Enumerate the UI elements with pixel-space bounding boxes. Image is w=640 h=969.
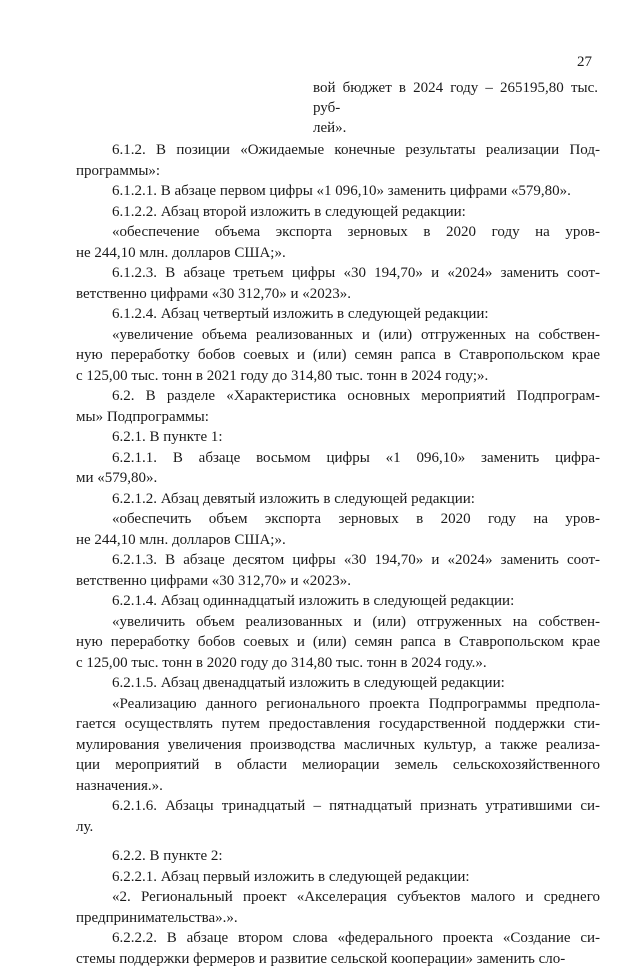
text-line: ветственно цифрами «30 312,70» и «2023». xyxy=(76,571,600,592)
text-line: с 125,00 тыс. тонн в 2020 году до 314,80 тыс. тонн в 2024 году.». xyxy=(76,653,600,674)
text-line: не 244,10 млн. долларов США;». xyxy=(76,243,600,264)
text-line: «Реализацию данного регионального проекта Подпрограммы предпола- xyxy=(112,694,600,715)
text-line: 6.1.2.1. В абзаце первом цифры «1 096,10» заменить цифрами «579,80». xyxy=(112,181,600,202)
text-line: 6.2.2. В пункте 2: xyxy=(112,846,600,867)
text-line: 6.2.2.2. В абзаце втором слова «федерального проекта «Создание си- xyxy=(112,928,600,949)
paragraph xyxy=(76,489,600,510)
paragraph xyxy=(76,867,600,888)
text-line: «обеспечение объема экспорта зерновых в 2020 году на уров- xyxy=(112,222,600,243)
paragraph xyxy=(76,694,600,797)
continued-paragraph xyxy=(313,78,598,138)
text-line: 6.2.1.5. Абзац двенадцатый изложить в следующей редакции: xyxy=(112,673,600,694)
page-number: 27 xyxy=(577,54,592,71)
text-line: ветственно цифрами «30 312,70» и «2023». xyxy=(76,284,600,305)
text-line: 6.2.1. В пункте 1: xyxy=(112,427,600,448)
paragraph xyxy=(76,846,600,867)
text-line: ную переработку бобов соевых и (или) семян рапса в Ставропольском крае xyxy=(76,632,600,653)
paragraph xyxy=(76,202,600,223)
text-line: 6.2.1.2. Абзац девятый изложить в следующей редакции: xyxy=(112,489,600,510)
paragraph xyxy=(76,887,600,928)
paragraph xyxy=(76,325,600,387)
paragraph xyxy=(76,222,600,263)
text-line: 6.2.1.3. В абзаце десятом цифры «30 194,70» и «2024» заменить соот- xyxy=(112,550,600,571)
text-line: 6.2.2.1. Абзац первый изложить в следующей редакции: xyxy=(112,867,600,888)
paragraph xyxy=(76,550,600,591)
text-line: стемы поддержки фермеров и развитие сельской кооперации» заменить сло- xyxy=(76,949,600,969)
text-line: «увеличение объема реализованных и (или) отгруженных на собствен- xyxy=(112,325,600,346)
paragraph xyxy=(76,673,600,694)
text-line: лей». xyxy=(313,118,598,138)
paragraph xyxy=(76,509,600,550)
text-line: «увеличить объем реализованных и (или) отгруженных на собствен- xyxy=(112,612,600,633)
paragraph xyxy=(76,304,600,325)
paragraph xyxy=(76,591,600,612)
text-line: 6.2.1.4. Абзац одиннадцатый изложить в следующей редакции: xyxy=(112,591,600,612)
text-line: 6.2.1.6. Абзацы тринадцатый – пятнадцатый признать утратившими си- xyxy=(112,796,600,817)
paragraph xyxy=(76,140,600,181)
paragraph xyxy=(76,612,600,674)
paragraph xyxy=(76,796,600,837)
text-line: 6.1.2. В позиции «Ожидаемые конечные результаты реализации Под- xyxy=(112,140,600,161)
paragraph xyxy=(76,181,600,202)
text-line: предпринимательства».». xyxy=(76,908,600,929)
paragraph xyxy=(76,263,600,304)
paragraph xyxy=(76,386,600,427)
text-line: вой бюджет в 2024 году – 265195,80 тыс. руб- xyxy=(313,78,598,118)
text-line: гается осуществлять путем предоставления государственной поддержки сти- xyxy=(76,714,600,735)
paragraph xyxy=(76,928,600,969)
text-line: не 244,10 млн. долларов США;». xyxy=(76,530,600,551)
text-line: «2. Региональный проект «Акселерация субъектов малого и среднего xyxy=(112,887,600,908)
text-line: назначения.». xyxy=(76,776,600,797)
text-line: мулирования увеличения производства масличных культур, а также реализа- xyxy=(76,735,600,756)
text-line: мы» Подпрограммы: xyxy=(76,407,600,428)
text-line: ми «579,80». xyxy=(76,468,600,489)
text-line: 6.1.2.2. Абзац второй изложить в следующей редакции: xyxy=(112,202,600,223)
paragraph xyxy=(76,427,600,448)
text-line: 6.1.2.3. В абзаце третьем цифры «30 194,70» и «2024» заменить соот- xyxy=(112,263,600,284)
text-line: ции мероприятий в области мелиорации земель сельскохозяйственного xyxy=(76,755,600,776)
text-line: 6.2. В разделе «Характеристика основных мероприятий Подпрограм- xyxy=(112,386,600,407)
paragraph xyxy=(76,448,600,489)
text-line: 6.2.1.1. В абзаце восьмом цифры «1 096,10» заменить цифра- xyxy=(112,448,600,469)
text-line: с 125,00 тыс. тонн в 2021 году до 314,80 тыс. тонн в 2024 году;». xyxy=(76,366,600,387)
text-line: «обеспечить объем экспорта зерновых в 2020 году на уров- xyxy=(112,509,600,530)
document-body xyxy=(76,131,600,969)
text-line: программы»: xyxy=(76,161,600,182)
text-line: ную переработку бобов соевых и (или) семян рапса в Ставропольском крае xyxy=(76,345,600,366)
text-line: лу. xyxy=(76,817,600,838)
text-line: 6.1.2.4. Абзац четвертый изложить в следующей редакции: xyxy=(112,304,600,325)
